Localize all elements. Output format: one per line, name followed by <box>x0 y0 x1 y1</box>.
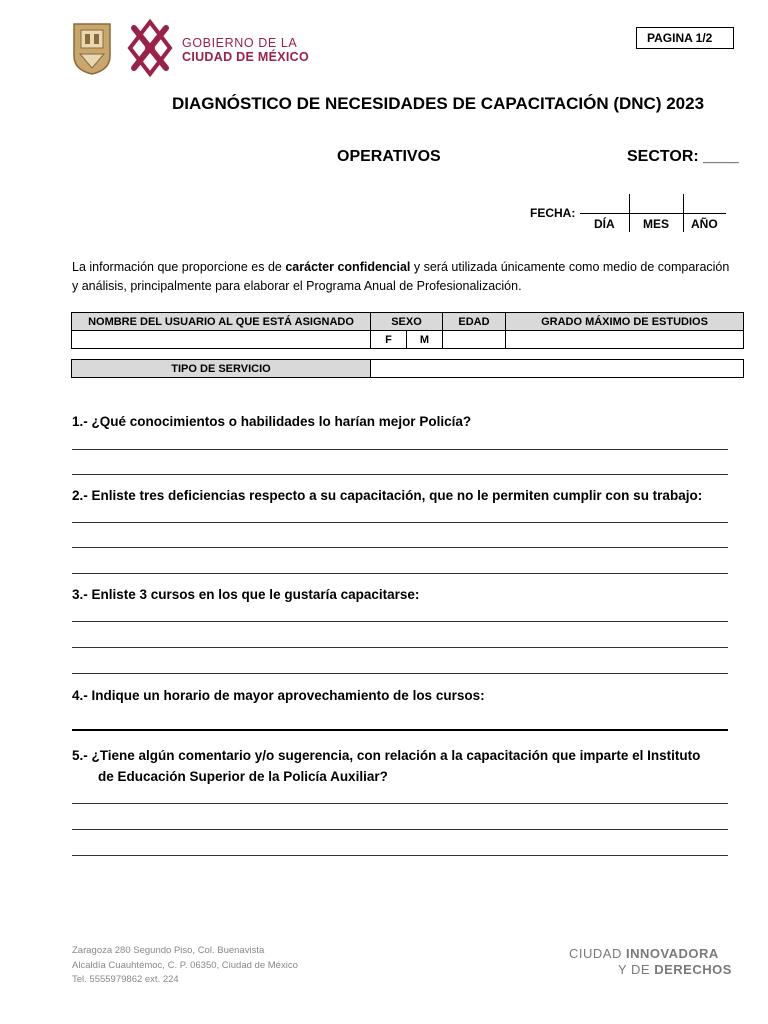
question-5: 5.- ¿Tiene algún comentario y/o sugerencia, con relación a la capacitación que imparte el Instituto <box>72 748 701 763</box>
answer-line[interactable] <box>72 729 728 731</box>
question-2: 2.- Enliste tres deficiencias respecto a su capacitación, que no le permiten cumplir con su trabajo: <box>72 488 703 503</box>
government-name-line1: GOBIERNO DE LA <box>182 36 298 50</box>
header-education: GRADO MÁXIMO DE ESTUDIOS <box>506 313 744 331</box>
intro-text: y será utilizada únicamente como medio de comparación y análisis, principalmente para elaborar el Programa Anual de Profesionalización. <box>72 260 730 293</box>
intro-emphasis: carácter confidencial <box>285 260 411 274</box>
answer-line[interactable] <box>72 803 728 804</box>
answer-line[interactable] <box>72 474 728 475</box>
slogan-text: CIUDAD <box>569 946 626 961</box>
slogan-text: Y DE <box>618 962 655 977</box>
slogan-line1 <box>569 946 719 961</box>
date-line[interactable] <box>580 213 726 214</box>
cdmx-shield-logo <box>72 22 112 76</box>
phone-line: Tel. 5555979862 ext. 224 <box>72 974 179 985</box>
answer-line[interactable] <box>72 449 728 450</box>
date-divider <box>683 194 684 232</box>
question-1: 1.- ¿Qué conocimientos o habilidades lo harían mejor Policía? <box>72 414 472 429</box>
date-divider <box>629 194 630 232</box>
header-service-type: TIPO DE SERVICIO <box>72 360 371 378</box>
intro-text: La información que proporcione es de <box>72 260 286 274</box>
sex-female-cell[interactable]: F <box>371 331 407 349</box>
user-info-table <box>71 312 744 349</box>
address-line: Zaragoza 280 Segundo Piso, Col. Buenavista <box>72 945 265 956</box>
header-sex: SEXO <box>371 313 443 331</box>
sex-male-cell[interactable]: M <box>407 331 443 349</box>
question-5-continued: de Educación Superior de la Policía Auxiliar? <box>98 769 388 784</box>
service-type-cell[interactable] <box>371 360 744 378</box>
answer-line[interactable] <box>72 621 728 622</box>
document-title: DIAGNÓSTICO DE NECESIDADES DE CAPACITACIÓN (DNC) 2023 <box>171 94 705 113</box>
sector-field[interactable]: SECTOR: ____ <box>627 148 739 165</box>
confidentiality-notice <box>72 258 736 296</box>
answer-line[interactable] <box>72 522 728 523</box>
question-4: 4.- Indique un horario de mayor aprovechamiento de los cursos: <box>72 688 485 703</box>
date-month-label: MES <box>643 217 670 231</box>
service-type-table <box>71 359 744 378</box>
government-name-line2: CIUDAD DE MÉXICO <box>182 50 310 64</box>
answer-line[interactable] <box>72 829 728 830</box>
date-year-label: AÑO <box>691 217 718 231</box>
header-user-name: NOMBRE DEL USUARIO AL QUE ESTÁ ASIGNADO <box>72 313 371 331</box>
footer-address <box>72 944 298 988</box>
header-age: EDAD <box>443 313 506 331</box>
cdmx-emblem-logo <box>124 18 176 78</box>
date-label: FECHA: <box>530 206 576 220</box>
user-name-cell[interactable] <box>72 331 371 349</box>
answer-line[interactable] <box>72 573 728 574</box>
education-cell[interactable] <box>506 331 744 349</box>
address-line: Alcaldía Cuauhtémoc, C. P. 06350, Ciudad de México <box>72 959 298 971</box>
answer-line[interactable] <box>72 547 728 548</box>
slogan-line2 <box>618 962 732 977</box>
page-number-box: PAGINA 1/2 <box>636 27 734 49</box>
slogan-emphasis: DERECHOS <box>654 962 732 977</box>
date-day-label: DÍA <box>594 217 615 231</box>
slogan-emphasis: INNOVADORA <box>625 946 719 961</box>
answer-line[interactable] <box>72 647 728 648</box>
answer-line[interactable] <box>72 855 728 856</box>
document-subtitle: OPERATIVOS <box>337 148 441 165</box>
question-3: 3.- Enliste 3 cursos en los que le gustaría capacitarse: <box>72 587 420 602</box>
answer-line[interactable] <box>72 673 728 674</box>
age-cell[interactable] <box>443 331 506 349</box>
